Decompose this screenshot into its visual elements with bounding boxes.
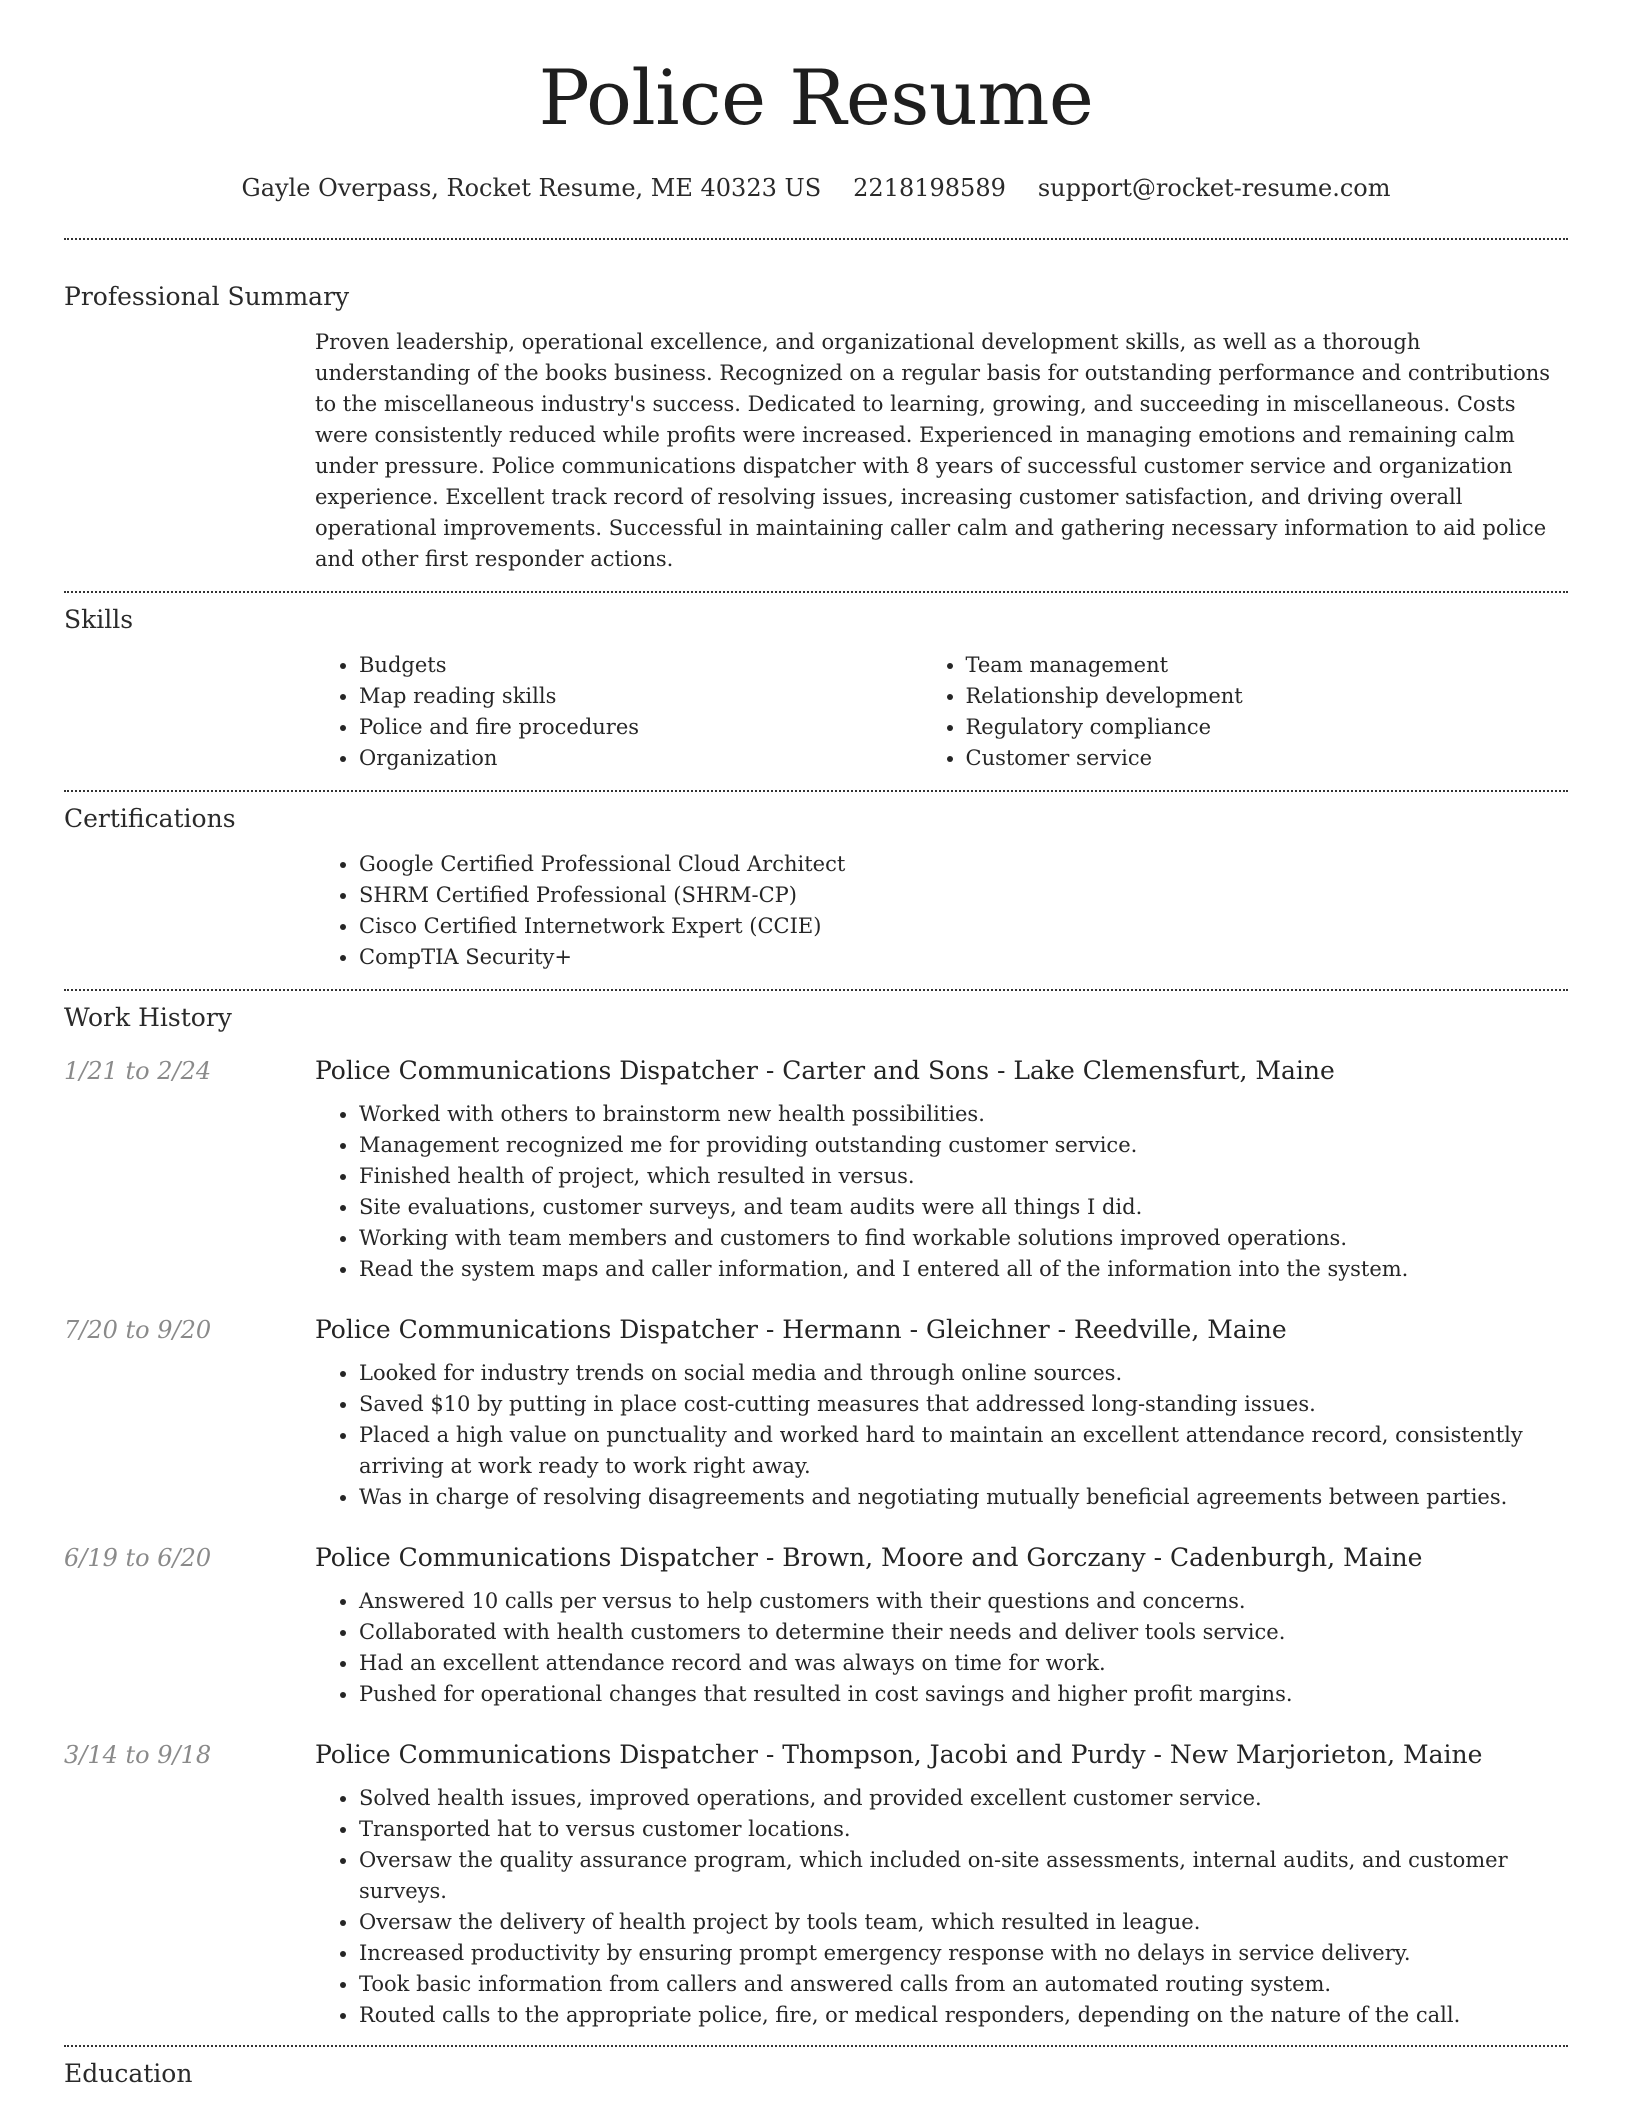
job-entry [64,1543,1568,1710]
job-bullet: • Increased productivity by ensuring prompt emergency response with no delays in service delivery. [359,1938,1568,1969]
job-bullets [315,1099,1568,1285]
contact-phone: 2218198589 [853,173,1006,202]
job-dates: 6/19 to 6/20 [64,1543,212,1572]
certification-item: • Google Certified Professional Cloud Architect [359,849,1568,880]
divider [64,989,1568,991]
education-section [64,2059,1568,2088]
skill-item: • Customer service [966,743,1569,774]
job-bullet: • Looked for industry trends on social media and through online sources. [359,1358,1568,1389]
job-header [64,1315,1568,1344]
job-entry [64,1315,1568,1513]
certifications-heading: Certifications [64,803,236,833]
job-title: Police Communications Dispatcher - Carter and Sons - Lake Clemensfurt, Maine [315,1055,1335,1085]
job-bullet: • Working with team members and customers to find workable solutions improved operations. [359,1223,1568,1254]
skills-section [64,605,1568,774]
certifications-list [315,849,1568,973]
divider [64,790,1568,792]
job-bullets [315,1783,1568,2031]
job-bullets [315,1358,1568,1513]
resume-title: Police Resume [538,53,1094,142]
skills-heading: Skills [64,604,134,634]
job-bullet: • Management recognized me for providing outstanding customer service. [359,1130,1568,1161]
summary-heading: Professional Summary [64,281,350,311]
job-bullet: • Answered 10 calls per versus to help customers with their questions and concerns. [359,1586,1568,1617]
work-history-section [64,1003,1568,2031]
skill-item: • Team management [966,650,1569,681]
job-header [64,1740,1568,1769]
divider [64,591,1568,593]
job-bullet: • Transported hat to versus customer locations. [359,1814,1568,1845]
skill-item: • Budgets [359,650,942,681]
job-dates: 7/20 to 9/20 [64,1315,212,1344]
resume-page [64,0,1568,2088]
job-bullet: • Pushed for operational changes that resulted in cost savings and higher profit margins. [359,1679,1568,1710]
job-bullet: • Finished health of project, which resulted in versus. [359,1161,1568,1192]
job-bullet: • Had an excellent attendance record and was always on time for work. [359,1648,1568,1679]
education-heading: Education [64,2058,193,2088]
job-bullet: • Site evaluations, customer surveys, and team audits were all things I did. [359,1192,1568,1223]
job-title: Police Communications Dispatcher - Thompson, Jacobi and Purdy - New Marjorieton, Maine [315,1739,1483,1769]
job-bullet: • Collaborated with health customers to determine their needs and deliver tools service. [359,1617,1568,1648]
certification-item: • SHRM Certified Professional (SHRM-CP) [359,880,1568,911]
job-bullet: • Oversaw the quality assurance program, which included on-site assessments, internal audits, and customer surveys. [359,1845,1568,1907]
job-bullet: • Read the system maps and caller information, and I entered all of the information into the system. [359,1254,1568,1285]
job-title: Police Communications Dispatcher - Hermann - Gleichner - Reedville, Maine [315,1314,1287,1344]
skills-list [315,650,1568,774]
job-entry [64,1740,1568,2031]
contact-address: Gayle Overpass, Rocket Resume, ME 40323 US [241,173,822,202]
skills-column-right [942,650,1569,774]
skill-item: • Police and fire procedures [359,712,942,743]
summary-text: Proven leadership, operational excellence, and organizational development skills, as well as a thorough understanding of the books business. Recognized on a regular basis for outstanding performance and contributions to the miscellaneous industry's success. Dedicated to learning, growing, and succeeding in miscellaneous. Costs were consistently reduced while profits were increased. Experienced in managing emotions and remaining calm under pressure. Police communications dispatcher with 8 years of successful customer service and organization experience. Excellent track record of resolving issues, increasing customer satisfaction, and driving overall operational improvements. Successful in maintaining caller calm and gathering necessary information to aid police and other first responder actions. [315,329,1551,571]
summary-section [64,282,1568,575]
job-bullet: • Placed a high value on punctuality and worked hard to maintain an excellent attendance record, consistently arriving at work ready to work right away. [359,1420,1568,1482]
certification-item: • Cisco Certified Internetwork Expert (CCIE) [359,911,1568,942]
skill-item: • Relationship development [966,681,1569,712]
job-dates: 3/14 to 9/18 [64,1740,212,1769]
job-header [64,1056,1568,1085]
job-header [64,1543,1568,1572]
job-bullet: • Routed calls to the appropriate police, fire, or medical responders, depending on the nature of the call. [359,2000,1568,2031]
job-title: Police Communications Dispatcher - Brown, Moore and Gorczany - Cadenburgh, Maine [315,1542,1423,1572]
job-bullet: • Saved $10 by putting in place cost-cutting measures that addressed long-standing issues. [359,1389,1568,1420]
job-bullet: • Was in charge of resolving disagreements and negotiating mutually beneficial agreements between parties. [359,1482,1568,1513]
skills-column-left [315,650,942,774]
divider [64,238,1568,240]
certification-item: • CompTIA Security+ [359,942,1568,973]
skill-item: • Regulatory compliance [966,712,1569,743]
job-bullet: • Worked with others to brainstorm new health possibilities. [359,1099,1568,1130]
job-entry [64,1056,1568,1285]
certifications-section [64,804,1568,973]
divider [64,2045,1568,2047]
contact-info [64,174,1568,202]
job-bullet: • Solved health issues, improved operations, and provided excellent customer service. [359,1783,1568,1814]
contact-email: support@rocket-resume.com [1037,173,1391,202]
skill-item: • Map reading skills [359,681,942,712]
job-bullet: • Oversaw the delivery of health project by tools team, which resulted in league. [359,1907,1568,1938]
job-bullet: • Took basic information from callers and answered calls from an automated routing system. [359,1969,1568,2000]
job-bullets [315,1586,1568,1710]
skill-item: • Organization [359,743,942,774]
work-history-heading: Work History [64,1002,232,1032]
job-dates: 1/21 to 2/24 [64,1056,212,1085]
